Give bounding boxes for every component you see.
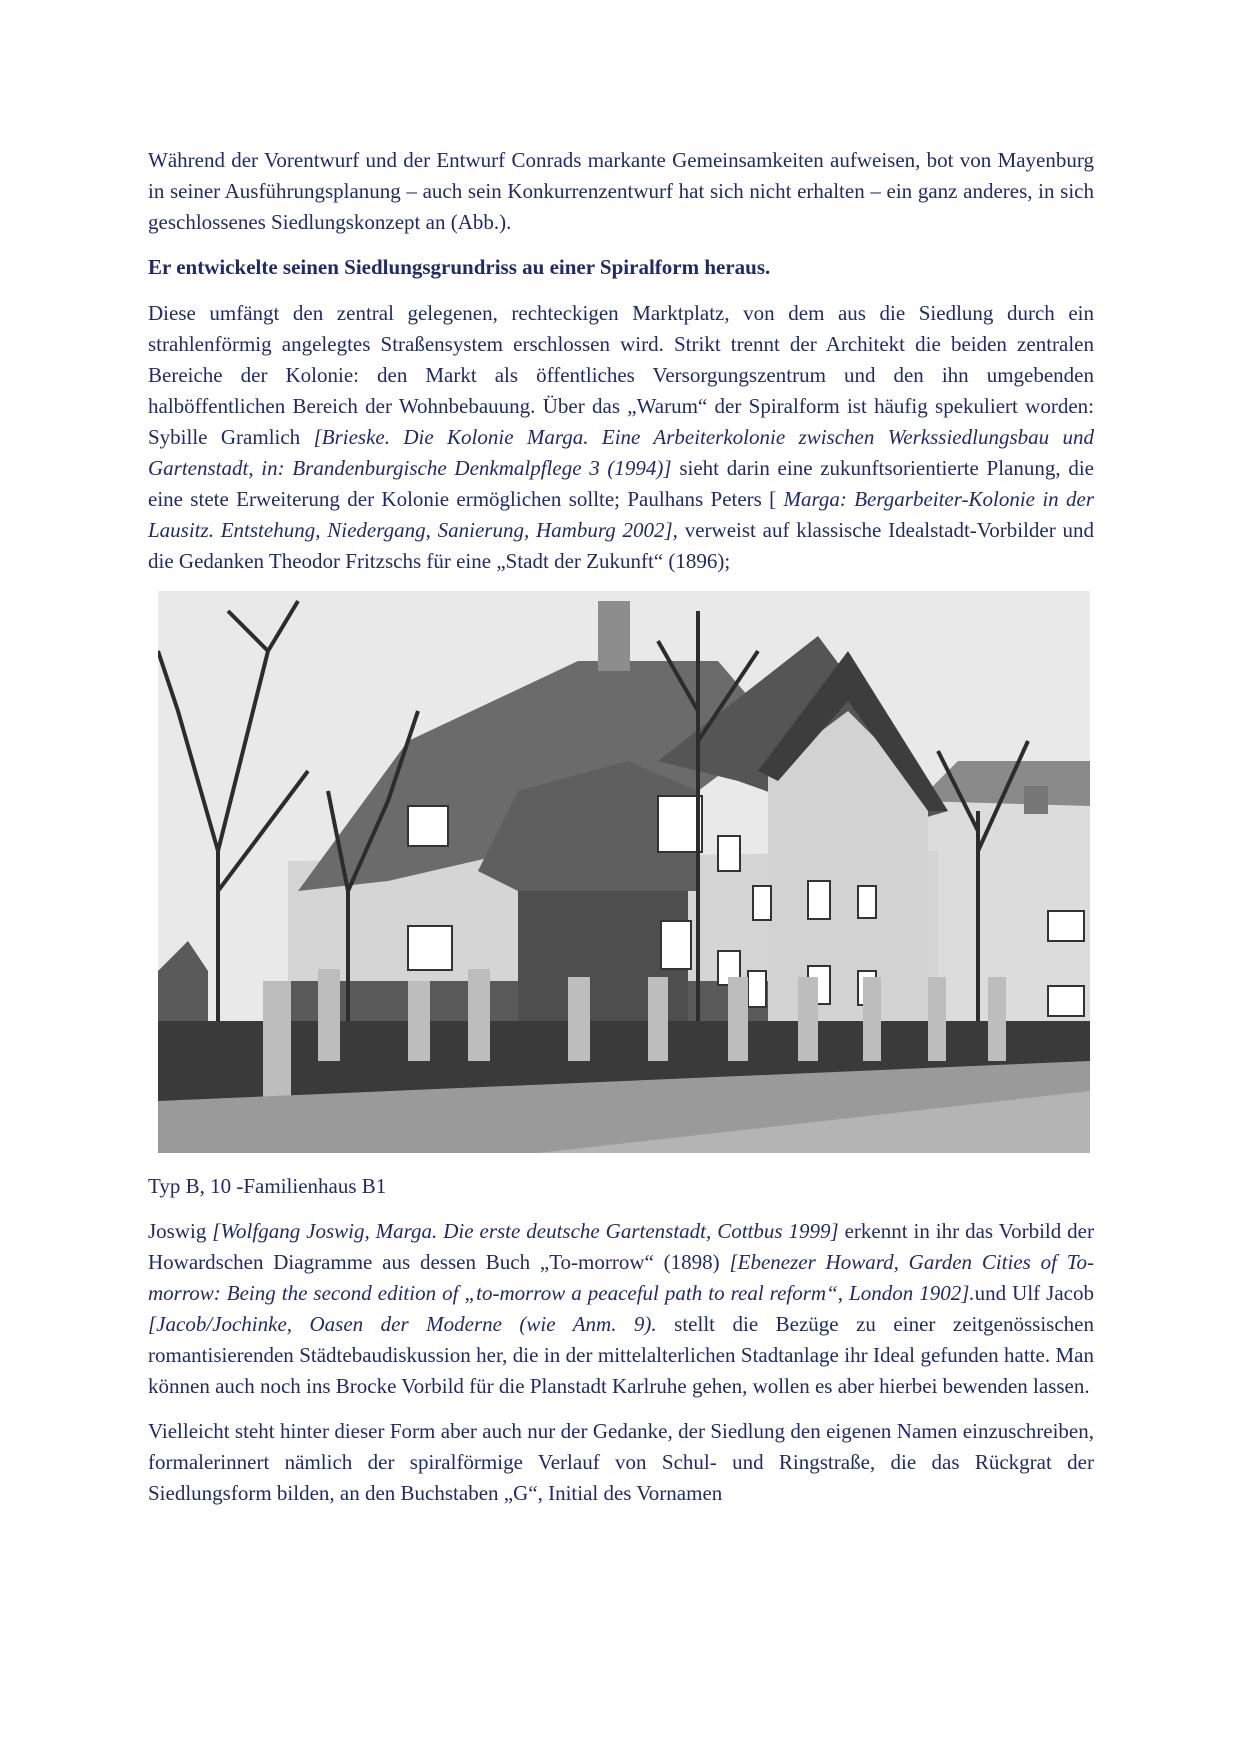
house-photo-illustration bbox=[158, 591, 1090, 1153]
paragraph-text: sieht darin eine zukunftsorientierte Planung, die eine stete Erweiterung der Kolonie ermöglichen sollte; Paulhans Peters [ bbox=[148, 456, 1094, 511]
citation-howard: [Ebenezer Howard, Garden Cities of To-morrow: Being the second edition of „to-morrow a peaceful path to real reform“, London 1902]. bbox=[148, 1250, 1094, 1305]
citation-joswig: [Wolfgang Joswig, Marga. Die erste deutsche Gartenstadt, Cottbus 1999] bbox=[212, 1219, 839, 1243]
citation-gramlich: [Brieske. Die Kolonie Marga. Eine Arbeiterkolonie zwischen Werkssiedlungsbau und Gartenstadt, in: Brandenburgische Denkmalpflege 3 (1994)] bbox=[148, 425, 1094, 480]
paragraph-text: Joswig bbox=[148, 1219, 213, 1243]
paragraph-name: Vielleicht steht hinter dieser Form aber auch nur der Gedanke, der Siedlung den eigenen Namen einzuschreiben, formalerinnert nämlich der spiralförmige Verlauf von Schul- und Ringstraße, die das Rückgrat der Siedlungsform bilden, an den Buchstaben „G“, Initial des Vornamen bbox=[148, 1419, 1094, 1505]
document-page bbox=[148, 145, 1094, 1523]
citation-jacob: [Jacob/Jochinke, Oasen der Moderne (wie Anm. 9). bbox=[148, 1312, 657, 1336]
paragraph-spiral bbox=[148, 298, 1094, 577]
figure-caption: Typ B, 10 -Familienhaus B1 bbox=[148, 1174, 387, 1198]
house-photo bbox=[158, 591, 1090, 1153]
section-heading: Er entwickelte seinen Siedlungsgrundriss au einer Spiralform heraus. bbox=[148, 255, 771, 279]
paragraph-text: verweist auf klassische Idealstadt-Vorbilder und die Gedanken Theodor Fritzschs für eine „Stadt der Zukunft“ (1896); bbox=[148, 518, 1094, 573]
citation-peters: Marga: Bergarbeiter-Kolonie in der Lausitz. Entstehung, Niedergang, Sanierung, Hamburg 2002], bbox=[148, 487, 1094, 542]
paragraph-text: Diese umfängt den zentral gelegenen, rechteckigen Marktplatz, von dem aus die Siedlung durch ein strahlenförmig angelegtes Straßensystem erschlossen wird. Strikt trennt der Architekt die beiden zentralen Bereiche der Kolonie: den Markt als öffentliches Versorgungszentrum und den ihn umgebenden halböffentlichen Bereich der Wohnbebauung. Über das „Warum“ der Spiralform ist häufig spekuliert worden: Sybille Gramlich bbox=[148, 301, 1094, 449]
paragraph-text: stellt die Bezüge zu einer zeitgenössischen romantisierenden Städtebaudiskussion her, die in der mittelalterlichen Stadtanlage ihr Ideal gefunden hatte. Man können auch noch ins Brocke Vorbild für die Planstadt Karlruhe gehen, wollen es aber hierbei bewenden lassen. bbox=[148, 1312, 1094, 1398]
paragraph-intro: Während der Vorentwurf und der Entwurf Conrads markante Gemeinsamkeiten aufweisen, bot von Mayenburg in seiner Ausführungsplanung – auch sein Konkurrenzentwurf hat sich nicht erhalten – ein ganz anderes, in sich geschlossenes Siedlungskonzept an (Abb.). bbox=[148, 148, 1094, 234]
paragraph-text: und Ulf Jacob bbox=[974, 1281, 1094, 1305]
paragraph-howard bbox=[148, 1216, 1094, 1402]
paragraph-text: erkennt in ihr das Vorbild der Howardschen Diagramme aus dessen Buch „To-morrow“ (1898) bbox=[148, 1219, 1094, 1274]
